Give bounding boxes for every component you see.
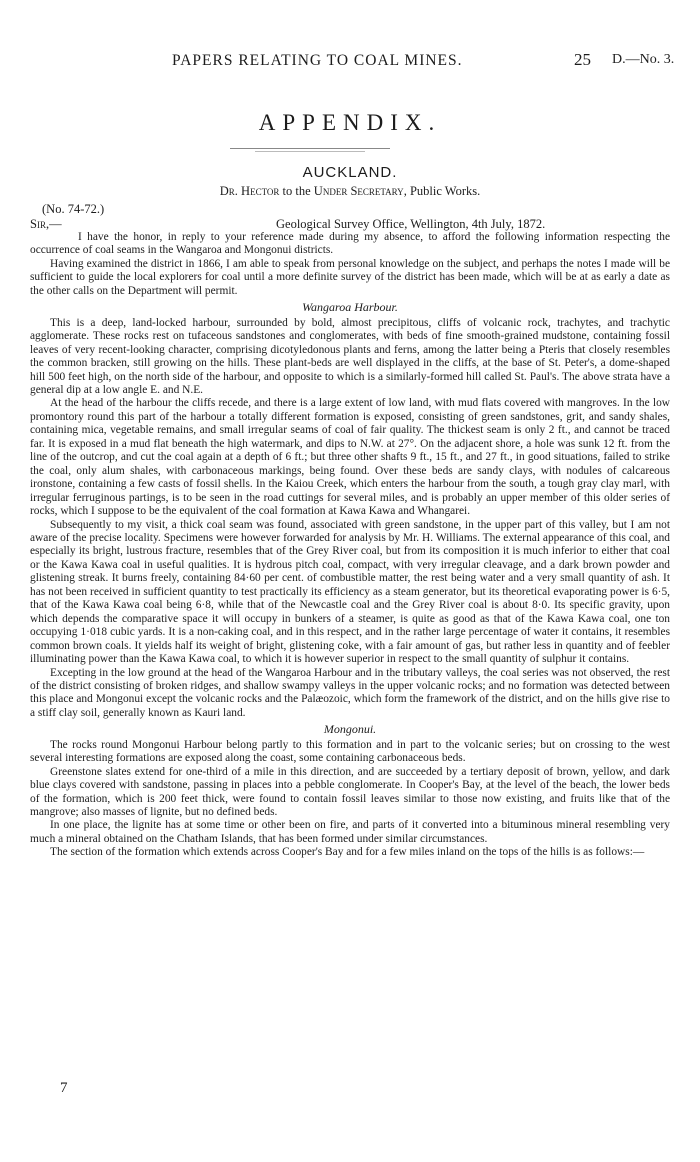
signature-mark: 7	[60, 1080, 68, 1096]
divider-rule-short	[255, 151, 365, 152]
letter-recipient-dept: , Public Works.	[403, 184, 481, 198]
sender-address: Geological Survey Office, Wellington, 4th July, 1872.	[276, 217, 546, 231]
paragraph: The section of the formation which extends across Cooper's Bay and for a few miles inland on the tops of the hills is as follows:—	[50, 846, 645, 859]
appendix-heading: APPENDIX.	[258, 110, 442, 135]
paragraph: Subsequently to my visit, a thick coal seam was found, associated with green sandstone, in the upper part of this valley, but I am not aware of the precise locality. Specimens were however forwarded for analysis by Mr. H. Williams. The external appearance of this coal, and especially its bright, lustrous fracture, resembles that of the Grey River coal, but from its composition it is much inferior to either that coal or the Kawa Kawa coal in useful qualities. It is hydrous pitch coal, compact, with very irregular cleavage, and a dark brown powder and glistening streak. It burns freely, containing 84·60 per cent. of combustible matter, the rest being water and a very small quantity of ash. It has not been received in sufficient quantity to test practically its efficiency as a steam generator, but its theoretical evaporating power is 6·5, that of the Kawa Kawa coal being 6·8, while that of the Newcastle coal and the Grey River coal is about 8·0. Its specific gravity, upon which depends the comparative space it will occupy in bunkers of a steamer, is quite as good as that of the Kawa Kawa coal, one ton occupying 1·018 cubic yards. It is a non-caking coal, and in this respect, and in the rather large percentage of water it contains, it resembles common brown coals. It yields half its weight of bright, glistening coke, with a fair amount of gas, but rather less in quantity and of feebler illuminating power than the Kawa Kawa coal, to which it is however superior in respect to the small quantity of sulphur it contains.	[30, 518, 670, 666]
salutation: Sir,—	[30, 217, 62, 231]
paragraph: In one place, the lignite has at some time or other been on fire, and parts of it converted into a bituminous mineral resembling very much a mineral obtained on the Chatham Islands, that has been formed under similar circumstances.	[30, 819, 670, 845]
paragraph: Having examined the district in 1866, I am able to speak from personal knowledge on the subject, and perhaps the notes I made will be sufficient to guide the local explorers for coal until a more definite survey of the district has been made, which will be at as early a date as the other calls on the Department will permit.	[30, 257, 670, 297]
document-number: D.—No. 3.	[612, 52, 675, 67]
reference-number: (No. 74-72.)	[42, 202, 105, 216]
letter-recipient: Under Secretary	[313, 184, 404, 198]
region-heading: AUCKLAND.	[302, 164, 398, 181]
paragraph: This is a deep, land-locked harbour, surrounded by bold, almost precipitous, cliffs of volcanic rock, trachytes, and trachytic agglomerate. These rocks rest on tufaceous sandstones and conglomerates, with beds of fine smooth-grained mudstone, containing fossil leaves of very recent-looking character, comprising dicotyledonous plants and ferns, among the latter being a Pteris that closely resembles the common bracken, still growing on the hills. These plant-beds are well displayed in the cliffs, at the base of St. Peter's, a dome-shaped hill 500 feet high, on the north side of the harbour, and opposite to which is a similarly-formed hill called St. Paul's. The above strata have a general dip at a low angle E. and N.E.	[30, 316, 670, 396]
header-title: PAPERS RELATING TO COAL MINES.	[172, 52, 463, 69]
page-number: 25	[574, 50, 591, 69]
paragraph: The rocks round Mongonui Harbour belong partly to this formation and in part to the volcanic series; but on crossing to the west several interesting formations are exposed along the coast, some containing carbonaceous beds.	[30, 738, 670, 765]
letter-author: Dr. Hector	[219, 184, 280, 198]
section-heading-mongonui: Mongonui.	[323, 722, 377, 737]
paragraph: At the head of the harbour the cliffs recede, and there is a large extent of low land, with mud flats covered with mangroves. In the low promontory round this part of the harbour a totally different formation is exposed, consisting of green sandstones, grit, and sandy shales, containing mica, vegetable remains, and small irregular seams of coal of fair quality. The thickest seam is only 2 ft., and cannot be traced far. It is exposed in a mud flat beneath the high watermark, and dips to N.W. at 27°. On the adjacent shore, a hole was sunk 12 ft. from the line of the outcrop, and cut the coal again at a depth of 6 ft.; but three other shafts 9 ft., 15 ft., and 27 ft., in good situations, failed to strike the coal, only alum shales, with carbonaceous markings, being found. Over these beds are sandy clays, with nodules of calcareous ironstone, containing a few casts of fossil shells. In the Kaiou Creek, which enters the harbour from the south, a tough gray clay marl, with irregular ferruginous partings, is to be seen in the road cuttings for several miles, and is probably an upper member of this older series of rocks, which I suppose to be the equivalent of the coal formation at Kawa Kawa and Whangarei.	[30, 397, 670, 518]
section-heading-wangaroa: Wangaroa Harbour.	[302, 300, 398, 315]
salutation-line	[30, 217, 670, 232]
paragraph: Excepting in the low ground at the head of the Wangaroa Harbour and in the tributary valleys, the coal series was not observed, the rest of the district consisting of broken ridges, and shallow swampy valleys in the upper volcanic rocks; and no formation was detected between this place and Mongonui except the volcanic rocks and the Palæozoic, which form the framework of the district, and on the hills give rise to a stiff clay soil, generally known as Kauri land.	[30, 666, 670, 719]
running-header	[0, 50, 700, 74]
paragraph: I have the honor, in reply to your reference made during my absence, to afford the following information respecting the occurrence of coal seams in the Wangaroa and Mongonui districts.	[30, 231, 670, 257]
letter-attribution	[0, 184, 700, 199]
divider-rule	[230, 148, 390, 149]
letter-from-to: to the	[279, 184, 314, 198]
letter-body	[30, 231, 670, 860]
paragraph: Greenstone slates extend for one-third of a mile in this direction, and are succeeded by a tertiary deposit of brown, yellow, and dark blue clays covered with sandstone, passing in places into a pebble conglomerate. In Cooper's Bay, at the level of the beach, the lower beds of the formation, which is 200 feet thick, were found to contain fossil leaves similar to those now existing, and fruits like that of the mangrove; also masses of lignite, but no defined beds.	[30, 765, 670, 819]
